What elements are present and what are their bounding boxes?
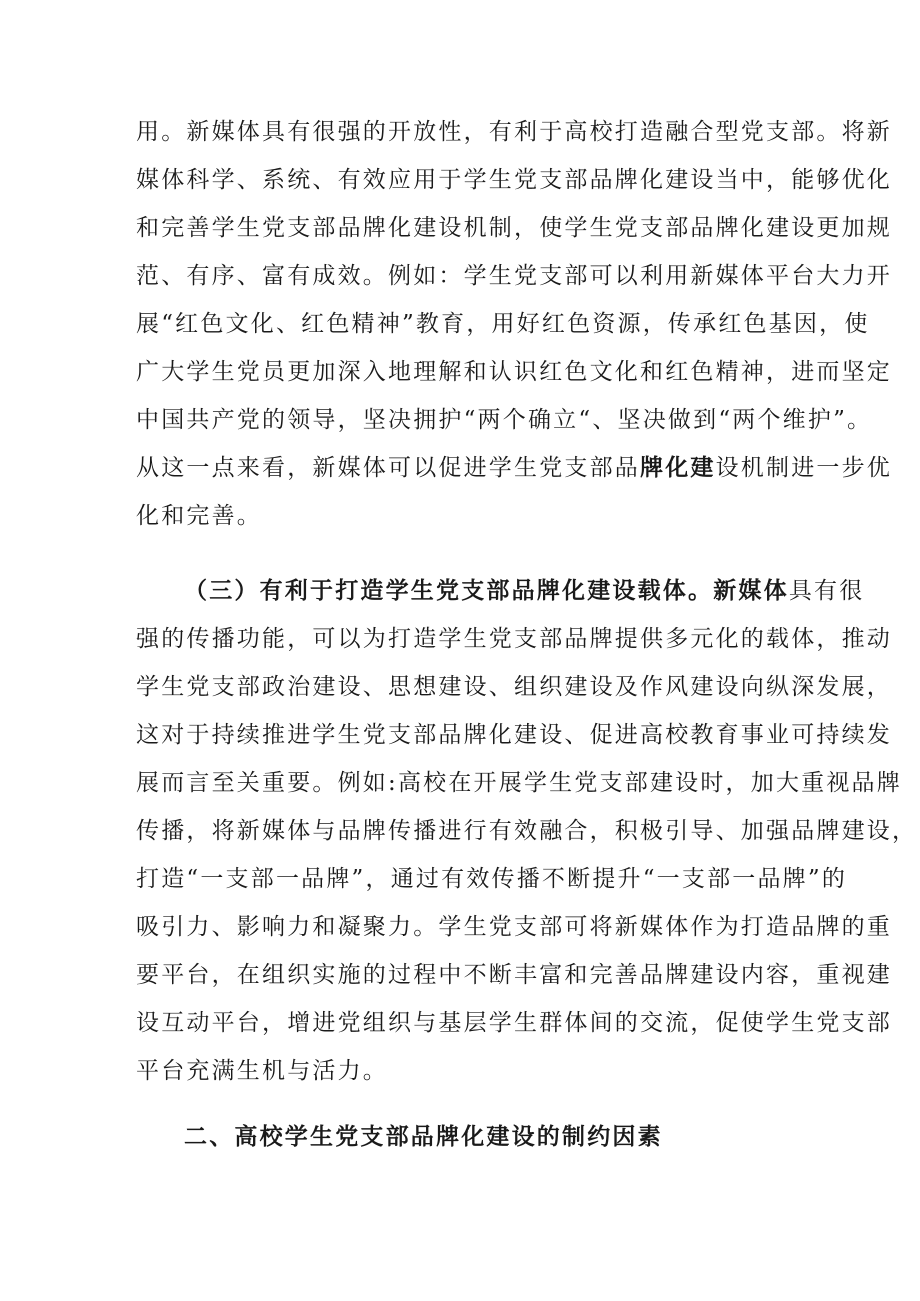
paragraph-line: 和完善学生党支部品牌化建设机制，使学生党支部品牌化建设更加规 (136, 215, 892, 241)
paragraph-line: 这对于持续推进学生党支部品牌化建设、促进高校教育事业可持续发 (136, 722, 892, 748)
paragraph-text: 从这一点来看，新媒体可以促进学生党支部品 (136, 455, 640, 481)
paragraph-line: 展“红色文化、红色精神”教育，用好红色资源，传承红色基因，使 (136, 311, 870, 337)
paragraph-line: 要平台，在组织实施的过程中不断丰富和完善品牌建设内容，重视建 (136, 962, 892, 988)
subsection-title-line (184, 576, 864, 606)
paragraph-line: 媒体科学、系统、有效应用于学生党支部品牌化建设当中，能够优化 (136, 167, 892, 193)
paragraph-line: 平台充满生机与活力。 (136, 1058, 388, 1084)
paragraph-text: 具有很 (788, 578, 865, 604)
paragraph-line: 强的传播功能，可以为打造学生党支部品牌提供多元化的载体，推动 (136, 626, 892, 652)
subsection-title: （三）有利于打造学生党支部品牌化建设载体。新媒体 (184, 577, 789, 604)
paragraph-line: 中国共产党的领导，坚决拥护“两个确立“、坚决做到“两个维护”。 (136, 407, 873, 433)
paragraph-line: 打造“一支部一品牌”，通过有效传播不断提升“一支部一品牌”的 (136, 866, 848, 892)
paragraph-line: 范、有序、富有成效。例如：学生党支部可以利用新媒体平台大力开 (136, 263, 892, 289)
section-heading: 二、高校学生党支部品牌化建设的制约因素 (184, 1123, 663, 1150)
paragraph-line: 吸引力、影响力和凝聚力。学生党支部可将新媒体作为打造品牌的重 (136, 914, 892, 940)
paragraph-line: 传播，将新媒体与品牌传播进行有效融合，积极引导、加强品牌建设， (136, 818, 918, 844)
paragraph-line: 设互动平台，增进党组织与基层学生群体间的交流，促使学生党支部 (136, 1010, 892, 1036)
paragraph-line (136, 453, 892, 483)
paragraph-line: 学生党支部政治建设、思想建设、组织建设及作风建设向纵深发展， (136, 674, 892, 700)
paragraph-line: 展而言至关重要。例如:高校在开展学生党支部建设时，加大重视品牌 (136, 770, 902, 796)
paragraph-text: 设机制进一步优 (715, 455, 893, 481)
paragraph-line: 用。新媒体具有很强的开放性，有利于高校打造融合型党支部。将新 (136, 119, 892, 145)
paragraph-line: 化和完善。 (136, 503, 262, 529)
paragraph-text-bold: 牌化建 (640, 454, 716, 481)
paragraph-line: 广大学生党员更加深入地理解和认识红色文化和红色精神，进而坚定 (136, 359, 892, 385)
